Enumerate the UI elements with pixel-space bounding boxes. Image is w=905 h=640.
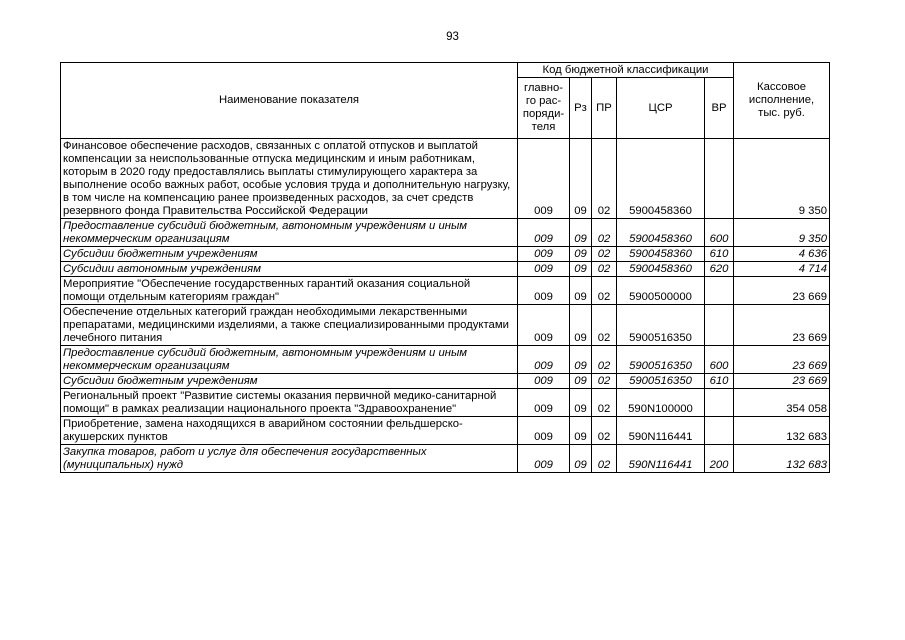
row-vr — [705, 389, 734, 417]
header-amount-line: исполнение, — [748, 94, 815, 106]
row-csr: 5900458360 — [617, 219, 705, 247]
row-csr: 5900516350 — [617, 346, 705, 374]
row-glavn: 009 — [518, 389, 570, 417]
row-rz: 09 — [570, 262, 592, 277]
row-pr: 02 — [592, 219, 617, 247]
row-rz: 09 — [570, 346, 592, 374]
row-csr: 5900516350 — [617, 305, 705, 346]
row-name: Субсидии бюджетным учреждениям — [61, 247, 518, 262]
row-name: Обеспечение отдельных категорий граждан необходимыми лекарственными препаратами, медицинскими изделиями, а также специализированными продуктами лечебного питания — [61, 305, 518, 346]
row-vr — [705, 305, 734, 346]
row-amount: 9 350 — [734, 219, 830, 247]
header-pr: ПР — [592, 78, 617, 139]
budget-table — [60, 62, 830, 473]
header-glavn-line: теля — [531, 121, 556, 133]
row-name: Субсидии автономным учреждениям — [61, 262, 518, 277]
row-vr: 610 — [705, 374, 734, 389]
header-vr: ВР — [705, 78, 734, 139]
row-amount: 23 669 — [734, 374, 830, 389]
row-amount: 354 058 — [734, 389, 830, 417]
row-amount: 9 350 — [734, 139, 830, 219]
header-glavn-line: главно- — [523, 82, 564, 94]
row-vr: 200 — [705, 445, 734, 473]
row-csr: 5900500000 — [617, 277, 705, 305]
page-number: 93 — [446, 31, 459, 43]
row-pr: 02 — [592, 374, 617, 389]
row-name: Приобретение, замена находящихся в аварийном состоянии фельдшерско-акушерских пунктов — [61, 417, 518, 445]
row-csr: 590N100000 — [617, 389, 705, 417]
row-pr: 02 — [592, 389, 617, 417]
row-amount: 4 714 — [734, 262, 830, 277]
table-row — [61, 262, 830, 277]
row-amount: 23 669 — [734, 346, 830, 374]
row-name: Субсидии бюджетным учреждениям — [61, 374, 518, 389]
row-name: Предоставление субсидий бюджетным, автономным учреждениям и иным некоммерческим организациям — [61, 346, 518, 374]
row-pr: 02 — [592, 346, 617, 374]
row-glavn: 009 — [518, 277, 570, 305]
row-pr: 02 — [592, 247, 617, 262]
row-glavn: 009 — [518, 374, 570, 389]
row-glavn: 009 — [518, 305, 570, 346]
header-amount — [734, 63, 830, 139]
row-vr: 620 — [705, 262, 734, 277]
row-rz: 09 — [570, 219, 592, 247]
table-row — [61, 389, 830, 417]
row-pr: 02 — [592, 445, 617, 473]
header-amount-line: Кассовое — [757, 81, 807, 93]
row-glavn: 009 — [518, 445, 570, 473]
table-row — [61, 445, 830, 473]
row-glavn: 009 — [518, 262, 570, 277]
table-row — [61, 219, 830, 247]
row-name: Закупка товаров, работ и услуг для обеспечения государственных (муниципальных) нужд — [61, 445, 518, 473]
row-csr: 5900458360 — [617, 262, 705, 277]
row-amount: 132 683 — [734, 445, 830, 473]
row-vr: 610 — [705, 247, 734, 262]
table-body — [61, 139, 830, 473]
row-amount: 23 669 — [734, 277, 830, 305]
header-glavn — [518, 78, 570, 139]
table-row — [61, 247, 830, 262]
table-row — [61, 417, 830, 445]
row-glavn: 009 — [518, 346, 570, 374]
header-code-group: Код бюджетной классификации — [518, 63, 734, 78]
row-pr: 02 — [592, 417, 617, 445]
table-row — [61, 277, 830, 305]
row-amount: 4 636 — [734, 247, 830, 262]
row-name: Мероприятие "Обеспечение государственных гарантий оказания социальной помощи отдельным категориям граждан" — [61, 277, 518, 305]
header-amount-line: тыс. руб. — [758, 107, 805, 119]
table-row — [61, 139, 830, 219]
row-pr: 02 — [592, 139, 617, 219]
row-rz: 09 — [570, 305, 592, 346]
row-glavn: 009 — [518, 417, 570, 445]
row-glavn: 009 — [518, 139, 570, 219]
row-vr — [705, 417, 734, 445]
row-pr: 02 — [592, 277, 617, 305]
header-csr: ЦСР — [617, 78, 705, 139]
table-row — [61, 374, 830, 389]
row-csr: 5900458360 — [617, 139, 705, 219]
header-glavn-line: го рас- — [525, 95, 562, 107]
row-csr: 590N116441 — [617, 417, 705, 445]
header-name: Наименование показателя — [61, 63, 518, 139]
row-vr — [705, 139, 734, 219]
row-pr: 02 — [592, 262, 617, 277]
row-pr: 02 — [592, 305, 617, 346]
row-rz: 09 — [570, 139, 592, 219]
row-name: Предоставление субсидий бюджетным, автономным учреждениям и иным некоммерческим организациям — [61, 219, 518, 247]
row-rz: 09 — [570, 247, 592, 262]
row-rz: 09 — [570, 445, 592, 473]
row-rz: 09 — [570, 417, 592, 445]
row-name: Финансовое обеспечение расходов, связанных с оплатой отпусков и выплатой компенсации за неиспользованные отпуска медицинским и иным работникам, которым в 2020 году предоставлялись выплаты стимулирующего характера за выполнение особо важных работ, особые условия труда и дополнительную нагрузку, в том числе на компенсацию ранее произведенных расходов, за счет средств резервного фонда Правительства Российской Федерации — [61, 139, 518, 219]
row-csr: 5900516350 — [617, 374, 705, 389]
row-glavn: 009 — [518, 219, 570, 247]
table-row — [61, 346, 830, 374]
row-name: Региональный проект "Развитие системы оказания первичной медико-санитарной помощи" в рамках реализации национального проекта "Здравоохранение" — [61, 389, 518, 417]
row-vr: 600 — [705, 219, 734, 247]
row-amount: 132 683 — [734, 417, 830, 445]
table-row — [61, 305, 830, 346]
row-rz: 09 — [570, 374, 592, 389]
row-rz: 09 — [570, 277, 592, 305]
row-amount: 23 669 — [734, 305, 830, 346]
header-rz: Рз — [570, 78, 592, 139]
row-vr: 600 — [705, 346, 734, 374]
row-rz: 09 — [570, 389, 592, 417]
row-csr: 590N116441 — [617, 445, 705, 473]
header-glavn-line: поряди- — [522, 108, 565, 120]
row-csr: 5900458360 — [617, 247, 705, 262]
row-glavn: 009 — [518, 247, 570, 262]
row-vr — [705, 277, 734, 305]
